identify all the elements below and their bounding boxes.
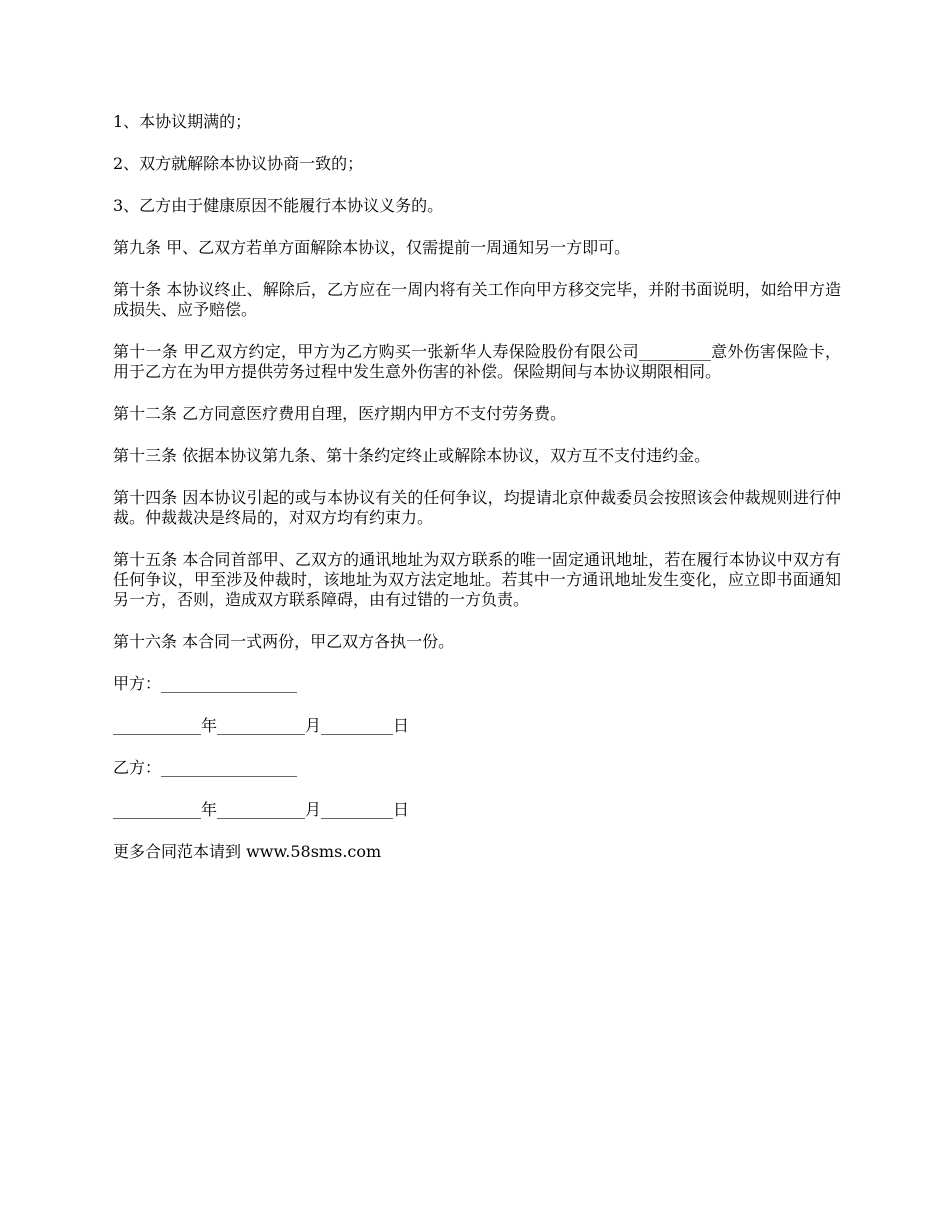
party-b-date: ___________年___________月_________日: [113, 800, 410, 819]
party-a-signature: 甲方：_________________: [113, 674, 298, 693]
document-body: [113, 112, 841, 884]
article-12: 第十二条 乙方同意医疗费用自理，医疗期内甲方不支付劳务费。: [113, 404, 567, 423]
party-b-signature: 乙方：_________________: [113, 758, 298, 777]
article-16: 第十六条 本合同一式两份，甲乙双方各执一份。: [113, 632, 455, 651]
article-15: 第十五条 本合同首部甲、乙双方的通讯地址为双方联系的唯一固定通讯地址，若在履行本协议中双方有任何争议，甲至涉及仲裁时，该地址为双方法定地址。若其中一方通讯地址发生变化，应立即书面通知另一方，否则，造成双方联系障碍，由有过错的一方负责。: [113, 550, 841, 609]
article-10: 第十条 本协议终止、解除后，乙方应在一周内将有关工作向甲方移交完毕，并附书面说明，如给甲方造成损失、应予赔偿。: [113, 280, 841, 319]
clause-item-3: 3、乙方由于健康原因不能履行本协议义务的。: [113, 196, 444, 215]
article-14: 第十四条 因本协议引起的或与本协议有关的任何争议，均提请北京仲裁委员会按照该会仲裁规则进行仲裁。仲裁裁决是终局的，对双方均有约束力。: [113, 488, 841, 527]
article-11: 第十一条 甲乙双方约定，甲方为乙方购买一张新华人寿保险股份有限公司_________意外伤害保险卡，用于乙方在为甲方提供劳务过程中发生意外伤害的补偿。保险期间与本协议期限相同。: [113, 342, 841, 381]
article-9: 第九条 甲、乙双方若单方面解除本协议，仅需提前一周通知另一方即可。: [113, 238, 631, 257]
article-13: 第十三条 依据本协议第九条、第十条约定终止或解除本协议，双方互不支付违约金。: [113, 446, 711, 465]
footer-note: 更多合同范本请到 www.58sms.com: [113, 842, 382, 861]
clause-item-2: 2、双方就解除本协议协商一致的；: [113, 154, 364, 173]
clause-item-1: 1、本协议期满的；: [113, 112, 252, 131]
party-a-date: ___________年___________月_________日: [113, 716, 410, 735]
